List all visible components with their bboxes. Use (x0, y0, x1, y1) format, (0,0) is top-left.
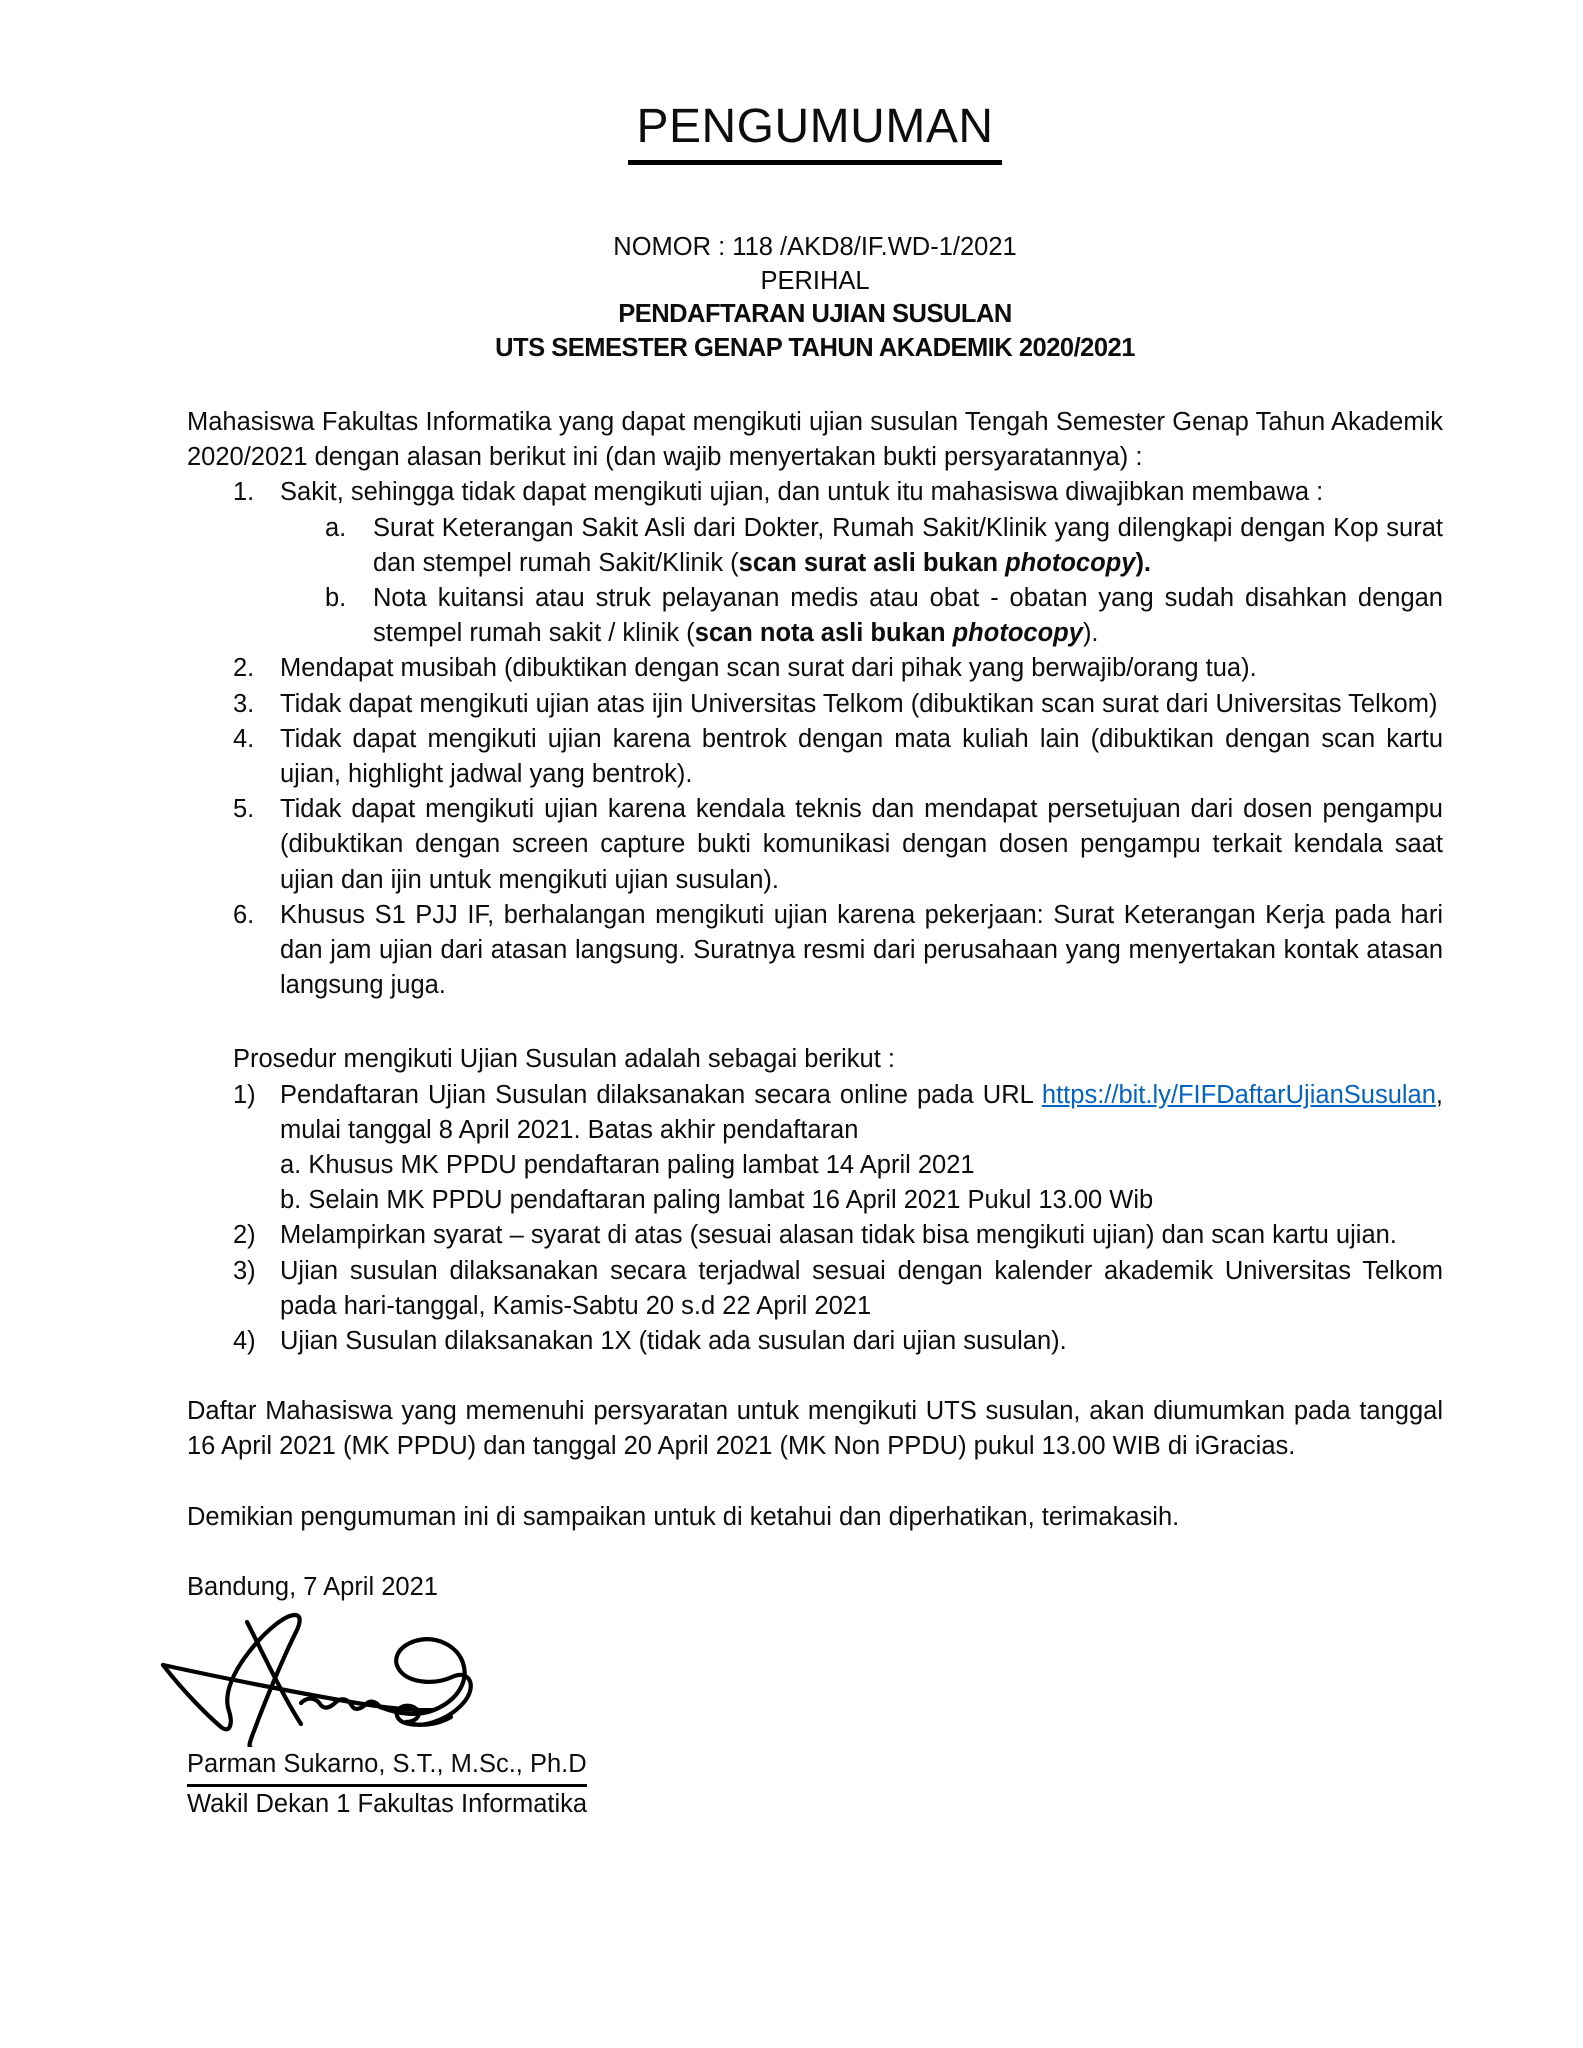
text-segment: Tidak dapat mengikuti ujian karena bentrok dengan mata kuliah lain (dibuktikan dengan scan kartu ujian, highlight jadwal yang bentrok). (280, 724, 1443, 789)
sub-list-item-text (373, 581, 1443, 651)
list-item-text (280, 1254, 1443, 1324)
list-item (233, 1218, 1443, 1253)
list-item-marker: 5. (233, 795, 255, 824)
text-segment: scan nota asli bukan (694, 619, 953, 648)
list-item-marker: 4. (233, 724, 255, 753)
list-item-marker: 3) (233, 1256, 256, 1285)
document-number: NOMOR : 118 /AKD8/IF.WD-1/2021 (613, 233, 1017, 261)
sub-list-item-text (373, 511, 1443, 581)
sub-list-item (325, 511, 1443, 581)
list-item-text (280, 651, 1443, 686)
spacer (187, 1359, 1443, 1394)
list-item-text (280, 722, 1443, 792)
sub-list-item (325, 581, 1443, 651)
signature-block (157, 1609, 497, 1747)
text-segment: scan surat asli bukan (738, 548, 1006, 577)
subject-line-2: UTS SEMESTER GENAP TAHUN AKADEMIK 2020/2021 (495, 333, 1135, 362)
list-item-marker: 3. (233, 689, 255, 718)
title-wrap (187, 100, 1443, 165)
closing-paragraph-2: Demikian pengumuman ini di sampaikan untuk di ketahui dan diperhatikan, terimakasih. (187, 1502, 1180, 1531)
intro-paragraph: Mahasiswa Fakultas Informatika yang dapat mengikuti ujian susulan Tengah Semester Genap Tahun Akademik 2020/2021 dengan alasan berikut ini (dan wajib menyertakan bukti persyaratannya) : (187, 408, 1443, 472)
text-segment: ). (1135, 548, 1152, 577)
text-segment: Pendaftaran Ujian Susulan dilaksanakan secara online pada URL (280, 1080, 1042, 1109)
place-date: Bandung, 7 April 2021 (187, 1572, 438, 1601)
sub-list (325, 511, 1443, 652)
reasons-list (233, 475, 1443, 1003)
text-segment: photocopy (952, 619, 1083, 648)
list-item-text (280, 475, 1443, 651)
text-segment: ). (1082, 619, 1099, 648)
text-segment: , mulai tanggal 8 April 2021. Batas akhir pendaftaran (280, 1080, 1443, 1144)
signer-name-line (187, 1747, 1443, 1787)
list-item-marker: 1. (233, 478, 255, 507)
list-item (233, 1078, 1443, 1219)
subject-line-1: PENDAFTARAN UJIAN SUSULAN (618, 300, 1012, 328)
signer-name: Parman Sukarno, S.T., M.Sc., Ph.D (187, 1747, 587, 1787)
list-item-marker: 1) (233, 1080, 256, 1109)
list-item-text (280, 1324, 1443, 1359)
text-segment: Surat Keterangan Sakit Asli dari Dokter, Rumah Sakit/Klinik yang dilengkapi dengan Kop surat dan stempel rumah Sakit/Klinik ( (373, 513, 1443, 577)
text-segment: a. Khusus MK PPDU pendaftaran paling lambat 14 April 2021 (280, 1151, 975, 1180)
list-item-marker: 6. (233, 900, 255, 929)
signer-title: Wakil Dekan 1 Fakultas Informatika (187, 1790, 588, 1819)
list-item (233, 1254, 1443, 1324)
text-segment: b. Selain MK PPDU pendaftaran paling lambat 16 April 2021 Pukul 13.00 Wib (280, 1186, 1154, 1215)
list-item-marker: 2) (233, 1221, 256, 1250)
text-segment: photocopy (1005, 548, 1136, 577)
list-item (233, 687, 1443, 722)
text-segment: Ujian susulan dilaksanakan secara terjadwal sesuai dengan kalender akademik Universitas Telkom pada hari-tanggal, Kamis-Sabtu 20 s.d 22 April 2021 (280, 1256, 1443, 1320)
list-item-marker: 2. (233, 654, 255, 683)
list-item-text (280, 1218, 1443, 1253)
spacer (187, 1003, 1443, 1038)
list-item-text (280, 792, 1443, 898)
text-segment: Tidak dapat mengikuti ujian atas ijin Universitas Telkom (dibuktikan scan surat dari Universitas Telkom) (280, 689, 1438, 718)
document-title: PENGUMUMAN (628, 100, 1001, 165)
text-segment: Ujian Susulan dilaksanakan 1X (tidak ada susulan dari ujian susulan). (280, 1327, 1067, 1356)
list-item-text (280, 898, 1443, 1004)
spacer (187, 1535, 1443, 1570)
list-item (233, 651, 1443, 686)
list-item (233, 722, 1443, 792)
spacer (187, 1465, 1443, 1500)
sub-list-item-marker: b. (325, 584, 347, 613)
text-segment: Melampirkan syarat – syarat di atas (sesuai alasan tidak bisa mengikuti ujian) dan scan kartu ujian. (280, 1221, 1397, 1250)
signature-scribble (157, 1609, 497, 1747)
list-item (233, 792, 1443, 898)
list-item (233, 1324, 1443, 1359)
text-segment: Khusus S1 PJJ IF, berhalangan mengikuti ujian karena pekerjaan: Surat Keterangan Kerja pada hari dan jam ujian dari atasan langsung. Suratnya resmi dari perusahaan yang menyertakan kontak atasan langsung juga. (280, 900, 1443, 1000)
text-segment: Nota kuitansi atau struk pelayanan medis atau obat - obatan yang sudah disahkan dengan stempel rumah sakit / klinik ( (373, 584, 1443, 648)
perihal-label: PERIHAL (760, 266, 870, 295)
list-item-text (280, 1078, 1443, 1219)
prosedur-heading: Prosedur mengikuti Ujian Susulan adalah sebagai berikut : (233, 1045, 895, 1074)
text-segment: Sakit, sehingga tidak dapat mengikuti ujian, dan untuk itu mahasiswa diwajibkan membawa : (280, 478, 1324, 507)
closing-paragraph-1: Daftar Mahasiswa yang memenuhi persyaratan untuk mengikuti UTS susulan, akan diumumkan pada tanggal 16 April 2021 (MK PPDU) dan tanggal 20 April 2021 (MK Non PPDU) pukul 13.00 WIB di iGracias. (187, 1397, 1443, 1461)
registration-url-link[interactable]: https://bit.ly/FIFDaftarUjianSusulan (1041, 1080, 1436, 1109)
prosedur-list (233, 1078, 1443, 1360)
sub-list-item-marker: a. (325, 513, 347, 542)
list-item (233, 898, 1443, 1004)
list-item (233, 475, 1443, 651)
text-segment: Tidak dapat mengikuti ujian karena kendala teknis dan mendapat persetujuan dari dosen pengampu (dibuktikan dengan screen capture bukti komunikasi dengan dosen pengampu terkait kendala saat ujian dan ijin untuk mengikuti ujian susulan). (280, 795, 1443, 894)
list-item-marker: 4) (233, 1327, 256, 1356)
list-item-text (280, 687, 1443, 722)
text-segment: Mendapat musibah (dibuktikan dengan scan surat dari pihak yang berwajib/orang tua). (280, 654, 1257, 683)
